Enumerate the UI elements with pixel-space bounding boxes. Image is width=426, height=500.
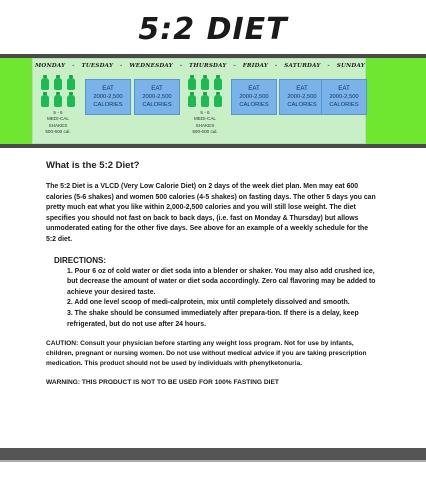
eat-line: EAT	[102, 85, 114, 92]
fast-line: 500-600 cal.	[192, 129, 218, 135]
fast-day-thursday	[184, 75, 226, 136]
day-thursday: THURSDAY	[189, 63, 227, 69]
shake-bottle-icon	[53, 75, 63, 90]
eat-line: 2000-2,500	[329, 94, 359, 100]
day-separator: -	[274, 63, 278, 69]
eat-line: EAT	[151, 85, 163, 92]
eat-line: CALORIES	[287, 102, 317, 108]
fast-line: SHAKES	[48, 122, 68, 128]
shake-bottle-icon	[66, 92, 76, 107]
eat-box	[85, 79, 131, 115]
warning-text: WARNING: THIS PRODUCT IS NOT TO BE USED FOR 100% FASTING DIET	[46, 379, 279, 387]
fast-line: MEDI-CAL	[194, 116, 216, 122]
question-heading: What is the 5:2 Diet?	[46, 160, 140, 171]
diet-description: The 5:2 Diet is a VLCD (Very Low Calorie Diet) on 2 days of the week diet plan. Men may eat 600 calories (5-6 shakes) and women 500 calories (4-5 shakes) on fasting days. The other 5 days you can pretty much eat what you like within 2,000-2,500 calories and you will still lose weight. The diet specifies you should not fast on back to back days, (i.e. fast on Monday & Thursday) but allows unmoderated eating for the other five days. See above for an example of a weekly schedule for the 5:2 diet.	[46, 183, 376, 243]
eat-day-friday	[231, 79, 277, 115]
shake-bottle-icon	[66, 75, 76, 90]
footer-bar	[0, 448, 426, 460]
eat-line: 2000-2,500	[239, 94, 269, 100]
shake-bottle-icon	[213, 92, 223, 107]
shake-bottle-icon	[40, 92, 50, 107]
day-separator: -	[72, 63, 75, 69]
info-content	[46, 160, 376, 386]
eat-day-tuesday	[85, 79, 131, 115]
direction-step: 1. Pour 6 oz of cold water or diet soda into a blender or shaker. You may also add crushed ice, but decrease the amount of water or diet soda accordingly. Zero cal flavoring may be added to achieve your desired taste.	[67, 267, 376, 296]
shake-bottles	[37, 75, 79, 107]
day-monday: MONDAY	[35, 63, 66, 69]
shake-bottles	[184, 75, 226, 107]
eat-day-wednesday	[134, 79, 180, 115]
eat-line: EAT	[338, 85, 350, 92]
eat-line: 2000-2,500	[93, 94, 123, 100]
fast-day-text	[37, 110, 79, 136]
footer-stripe	[0, 460, 426, 462]
shake-bottle-icon	[187, 75, 197, 90]
fast-line: MEDI-CAL	[47, 116, 69, 122]
eat-line: EAT	[248, 85, 260, 92]
eat-line: 2000-2,500	[287, 94, 317, 100]
directions-heading: DIRECTIONS:	[54, 255, 106, 265]
eat-line: CALORIES	[239, 102, 269, 108]
schedule-bottom-divider	[0, 144, 426, 148]
directions-steps	[67, 267, 376, 331]
eat-line: 2000-2,500	[142, 94, 172, 100]
shake-bottle-icon	[200, 75, 210, 90]
shake-bottle-icon	[200, 92, 210, 107]
direction-step: 2. Add one level scoop of medi-calprotein, mix until completely dissolved and smooth.	[67, 299, 350, 307]
fast-day-monday	[37, 75, 79, 136]
fast-line: SHAKES	[195, 122, 215, 128]
fast-line: 500-600 cal.	[45, 129, 71, 135]
eat-day-saturday	[279, 79, 325, 115]
day-separator: -	[327, 63, 330, 69]
caution-text: CAUTION: Consult your physician before starting any weight loss program. Not for use by infants, children, pregnant or nursing women. Do not use without medical advice if you are taking prescription medication. This product should not be used by individuals with phenylketonuria.	[46, 340, 367, 368]
day-separator: -	[119, 63, 123, 69]
page-title: 5:2 DIET	[138, 12, 288, 47]
day-saturday: SATURDAY	[284, 63, 321, 69]
green-band-left	[0, 58, 32, 144]
shake-bottle-icon	[40, 75, 50, 90]
shake-bottle-icon	[213, 75, 223, 90]
day-sunday: SUNDAY	[336, 63, 365, 69]
fast-day-text	[184, 110, 226, 136]
eat-box	[279, 79, 325, 115]
eat-box	[321, 79, 367, 115]
eat-line: EAT	[296, 85, 308, 92]
eat-day-sunday	[321, 79, 367, 115]
shake-bottle-icon	[187, 92, 197, 107]
day-friday: FRIDAY	[242, 63, 269, 69]
green-band-right	[366, 58, 426, 144]
fast-line: 5 - 6	[53, 110, 63, 115]
shake-bottle-icon	[53, 92, 63, 107]
day-tuesday: TUESDAY	[81, 63, 114, 69]
day-separator: -	[233, 63, 236, 69]
day-labels	[33, 61, 367, 71]
day-wednesday: WEDNESDAY	[129, 63, 173, 69]
day-separator: -	[179, 63, 183, 69]
eat-box	[231, 79, 277, 115]
eat-line: CALORIES	[329, 102, 359, 108]
eat-line: CALORIES	[142, 102, 172, 108]
direction-step: 3. The shake should be consumed immediately after prepara-tion. If there is a delay, keep refrigerated, but do not use after 24 hours.	[67, 309, 359, 328]
eat-box	[134, 79, 180, 115]
eat-line: CALORIES	[93, 102, 123, 108]
weekly-schedule	[32, 58, 366, 144]
fast-line: 5 - 6	[200, 110, 210, 115]
